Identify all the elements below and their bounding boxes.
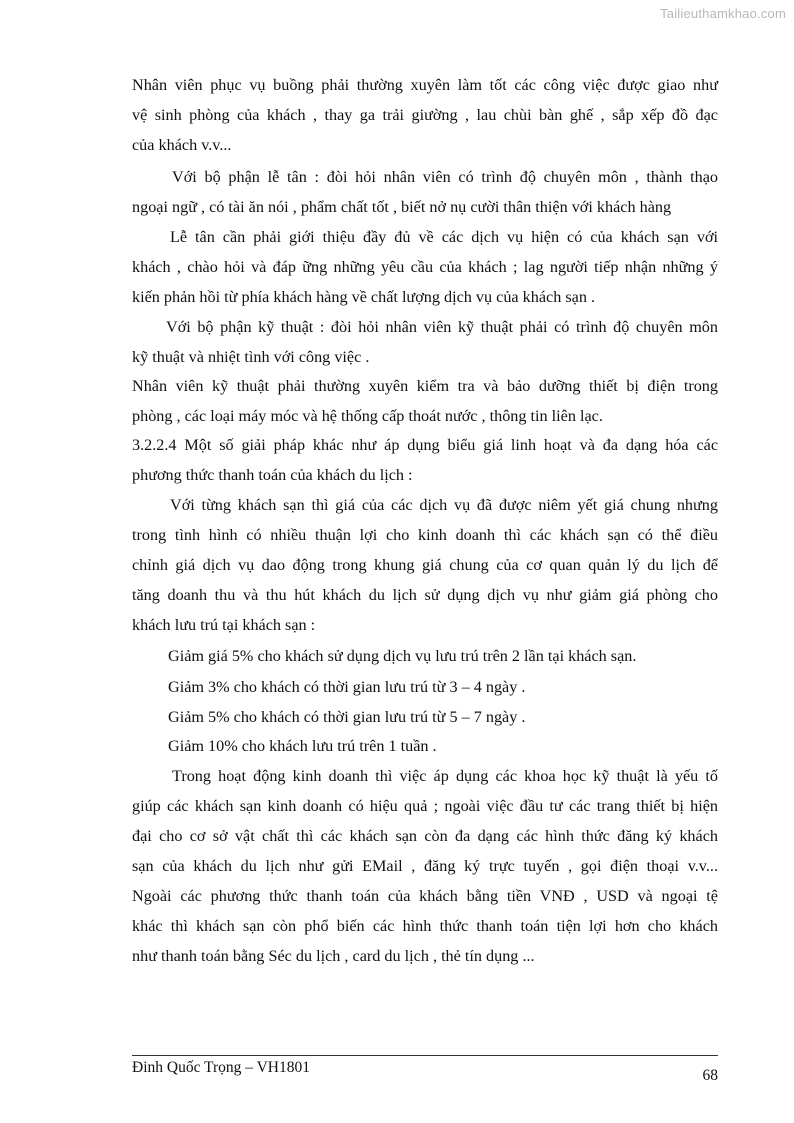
text-line: của khách v.v... — [132, 136, 232, 154]
watermark: Tailieuthamkhao.com — [660, 6, 786, 21]
text-line: Nhân viên kỹ thuật phải thường xuyên kiểm tra và bảo dưỡng thiết bị điện trong — [132, 377, 718, 395]
section-heading: 3.2.2.4 Một số giải pháp khác như áp dụng biểu giá linh hoạt và đa dạng hóa các — [132, 436, 718, 454]
text-line: Với bộ phận kỹ thuật : đòi hỏi nhân viên kỹ thuật phải có trình độ chuyên môn — [166, 318, 718, 336]
section-heading: phương thức thanh toán của khách du lịch : — [132, 466, 413, 484]
text-line: tăng doanh thu và thu hút khách du lịch sử dụng dịch vụ như giảm giá phòng cho — [132, 586, 718, 604]
text-line: khách lưu trú tại khách sạn : — [132, 616, 316, 634]
text-line: sạn của khách du lịch như gửi EMail , đăng ký trực tuyến , gọi điện thoại v.v... — [132, 857, 718, 875]
text-line: vệ sinh phòng của khách , thay ga trải giường , lau chùi bàn ghế , sắp xếp đồ đạc — [132, 106, 718, 124]
list-item: Giảm 10% cho khách lưu trú trên 1 tuần . — [168, 737, 437, 755]
text-line: Nhân viên phục vụ buồng phải thường xuyên làm tốt các công việc được giao như — [132, 76, 718, 94]
text-line: Với bộ phận lễ tân : đòi hỏi nhân viên có trình độ chuyên môn , thành thạo — [172, 168, 718, 186]
footer-divider — [132, 1055, 718, 1056]
text-line: ngoại ngữ , có tài ăn nói , phẩm chất tốt , biết nở nụ cười thân thiện với khách hàng — [132, 198, 672, 216]
text-line: kỹ thuật và nhiệt tình với công việc . — [132, 348, 370, 366]
text-line: kiến phản hồi từ phía khách hàng về chất lượng dịch vụ của khách sạn . — [132, 288, 596, 306]
text-line: giúp các khách sạn kinh doanh có hiệu quả ; ngoài việc đầu tư các trang thiết bị hiện — [132, 797, 718, 815]
list-item: Giảm 5% cho khách có thời gian lưu trú từ 5 – 7 ngày . — [168, 708, 526, 726]
text-line: như thanh toán bằng Séc du lịch , card du lịch , thẻ tín dụng ... — [132, 947, 535, 965]
list-item: Giảm giá 5% cho khách sử dụng dịch vụ lưu trú trên 2 lần tại khách sạn. — [168, 647, 637, 665]
text-line: phòng , các loại máy móc và hệ thống cấp thoát nước , thông tin liên lạc. — [132, 407, 603, 425]
text-line: Ngoài các phương thức thanh toán của khách bằng tiền VNĐ , USD và ngoại tệ — [132, 887, 718, 905]
page-number: 68 — [702, 1067, 718, 1084]
text-line: Với từng khách sạn thì giá của các dịch vụ đã được niêm yết giá chung nhưng — [170, 496, 718, 514]
text-line: đại cho cơ sở vật chất thì các khách sạn còn đa dạng các hình thức đăng ký khách — [132, 827, 718, 845]
text-line: trong tình hình có nhiều thuận lợi cho kinh doanh thì các khách sạn có thể điều — [132, 526, 718, 544]
list-item: Giảm 3% cho khách có thời gian lưu trú từ 3 – 4 ngày . — [168, 678, 526, 696]
footer-author: Đinh Quốc Trọng – VH1801 — [132, 1059, 310, 1076]
text-line: chỉnh giá dịch vụ dao động trong khung giá chung của cơ quan quản lý du lịch để — [132, 556, 718, 574]
text-line: khác thì khách sạn còn phổ biến các hình thức thanh toán tiện lợi hơn cho khách — [132, 917, 718, 935]
text-line: Lễ tân cần phải giới thiệu đầy đủ về các dịch vụ hiện có của khách sạn với — [170, 228, 718, 246]
text-line: khách , chào hỏi và đáp ững những yêu cầu của khách ; lag người tiếp nhận những ý — [132, 258, 718, 276]
text-line: Trong hoạt động kinh doanh thì việc áp dụng các khoa học kỹ thuật là yếu tố — [172, 767, 718, 785]
